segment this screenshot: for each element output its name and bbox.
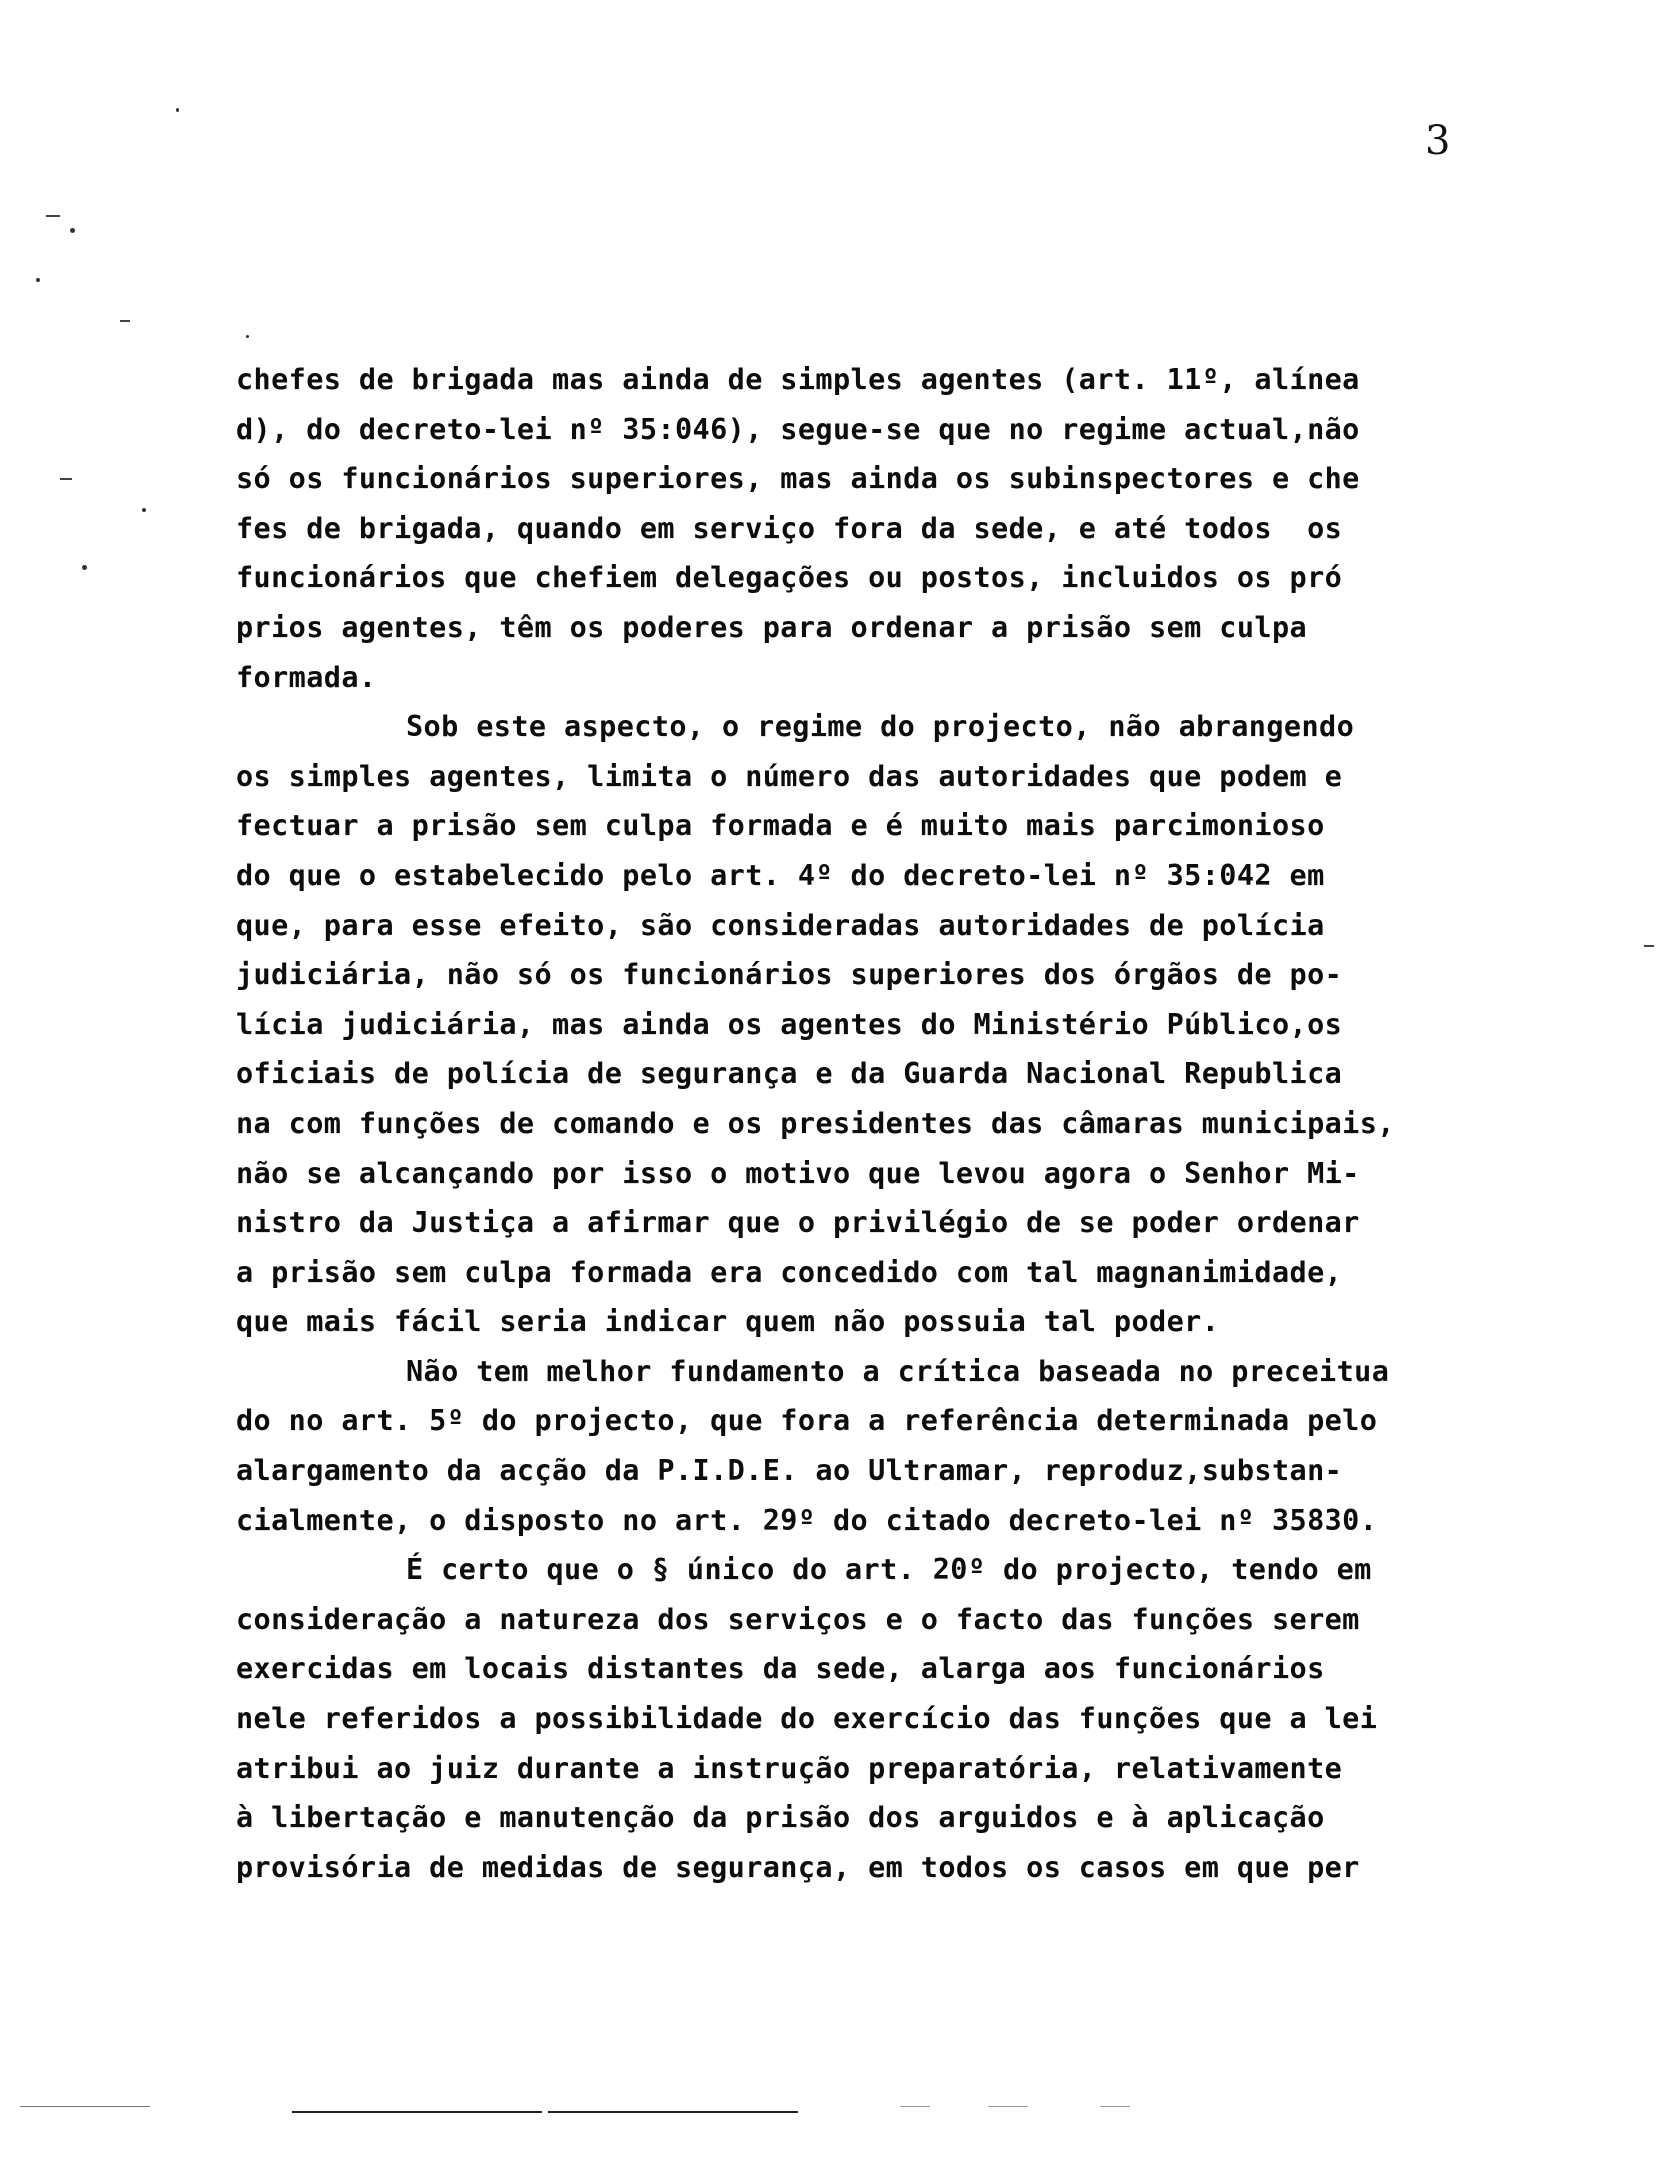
- text-line: oficiais de polícia de segurança e da Guarda Nacional Republica: [236, 1057, 1343, 1091]
- paragraph-first-line: Sob este aspecto, o regime do projecto, não abrangendo: [406, 710, 1355, 744]
- scan-mark: [900, 2106, 930, 2107]
- scan-speck: [36, 278, 40, 282]
- scan-speck: [142, 508, 146, 512]
- text-line: exercidas em locais distantes da sede, alarga aos funcionários: [236, 1652, 1325, 1686]
- scan-mark: [46, 215, 60, 217]
- paragraph-first-line: É certo que o § único do art. 20º do projecto, tendo em: [406, 1553, 1372, 1587]
- text-line: cialmente, o disposto no art. 29º do citado decreto-lei nº 35830.: [236, 1503, 1378, 1537]
- text-line: lícia judiciária, mas ainda os agentes do Ministério Público,os: [236, 1007, 1343, 1041]
- scan-mark: [1644, 945, 1654, 947]
- text-line: prios agentes, têm os poderes para ordenar a prisão sem culpa: [236, 610, 1308, 644]
- text-line: alargamento da acção da P.I.D.E. ao Ultramar, reproduz,substan-: [236, 1454, 1343, 1488]
- footer-rule: [548, 2111, 798, 2113]
- scan-speck: [176, 108, 179, 112]
- scan-mark: [20, 2106, 150, 2107]
- text-line: fectuar a prisão sem culpa formada e é muito mais parcimonioso: [236, 809, 1325, 843]
- scan-mark: [988, 2106, 1028, 2107]
- footer-rule: [292, 2111, 542, 2113]
- paragraph-first-line: Não tem melhor fundamento a crítica baseada no preceitua: [406, 1354, 1390, 1388]
- scan-speck: [82, 565, 87, 570]
- text-line: nistro da Justiça a afirmar que o privilégio de se poder ordenar: [236, 1206, 1360, 1240]
- text-line: judiciária, não só os funcionários superiores dos órgãos de po-: [236, 958, 1343, 992]
- text-line: provisória de medidas de segurança, em todos os casos em que per: [236, 1850, 1360, 1884]
- text-line: fes de brigada, quando em serviço fora da sede, e até todos os: [236, 511, 1343, 545]
- text-line: do no art. 5º do projecto, que fora a referência determinada pelo: [236, 1404, 1378, 1438]
- text-line: que mais fácil seria indicar quem não possuia tal poder.: [236, 1305, 1220, 1339]
- text-line: consideração a natureza dos serviços e o facto das funções serem: [236, 1602, 1360, 1636]
- body-text: [236, 355, 1576, 1892]
- scan-mark: [120, 320, 130, 322]
- page-number: 3: [1425, 118, 1451, 164]
- text-line: os simples agentes, limita o número das autoridades que podem e: [236, 759, 1343, 793]
- scan-mark: [1100, 2106, 1130, 2107]
- text-line: funcionários que chefiem delegações ou postos, incluidos os pró: [236, 561, 1343, 595]
- text-line: só os funcionários superiores, mas ainda os subinspectores e che: [236, 462, 1360, 496]
- text-line: nele referidos a possibilidade do exercício das funções que a lei: [236, 1702, 1378, 1736]
- text-line: atribui ao juiz durante a instrução preparatória, relativamente: [236, 1751, 1343, 1785]
- text-line: não se alcançando por isso o motivo que levou agora o Senhor Mi-: [236, 1156, 1360, 1190]
- text-line: à libertação e manutenção da prisão dos arguidos e à aplicação: [236, 1801, 1325, 1835]
- scan-mark: [60, 478, 72, 480]
- text-line: que, para esse efeito, são consideradas autoridades de polícia: [236, 908, 1325, 942]
- scan-speck: [246, 335, 249, 338]
- text-line: chefes de brigada mas ainda de simples agentes (art. 11º, alínea: [236, 363, 1360, 396]
- text-line: na com funções de comando e os presidentes das câmaras municipais,: [236, 1106, 1395, 1140]
- text-line: a prisão sem culpa formada era concedido com tal magnanimidade,: [236, 1255, 1343, 1289]
- text-line: formada.: [236, 660, 377, 694]
- text-line: d), do decreto-lei nº 35:046), segue-se que no regime actual,não: [236, 412, 1360, 446]
- text-line: do que o estabelecido pelo art. 4º do decreto-lei nº 35:042 em: [236, 858, 1325, 892]
- scan-speck: [70, 228, 75, 233]
